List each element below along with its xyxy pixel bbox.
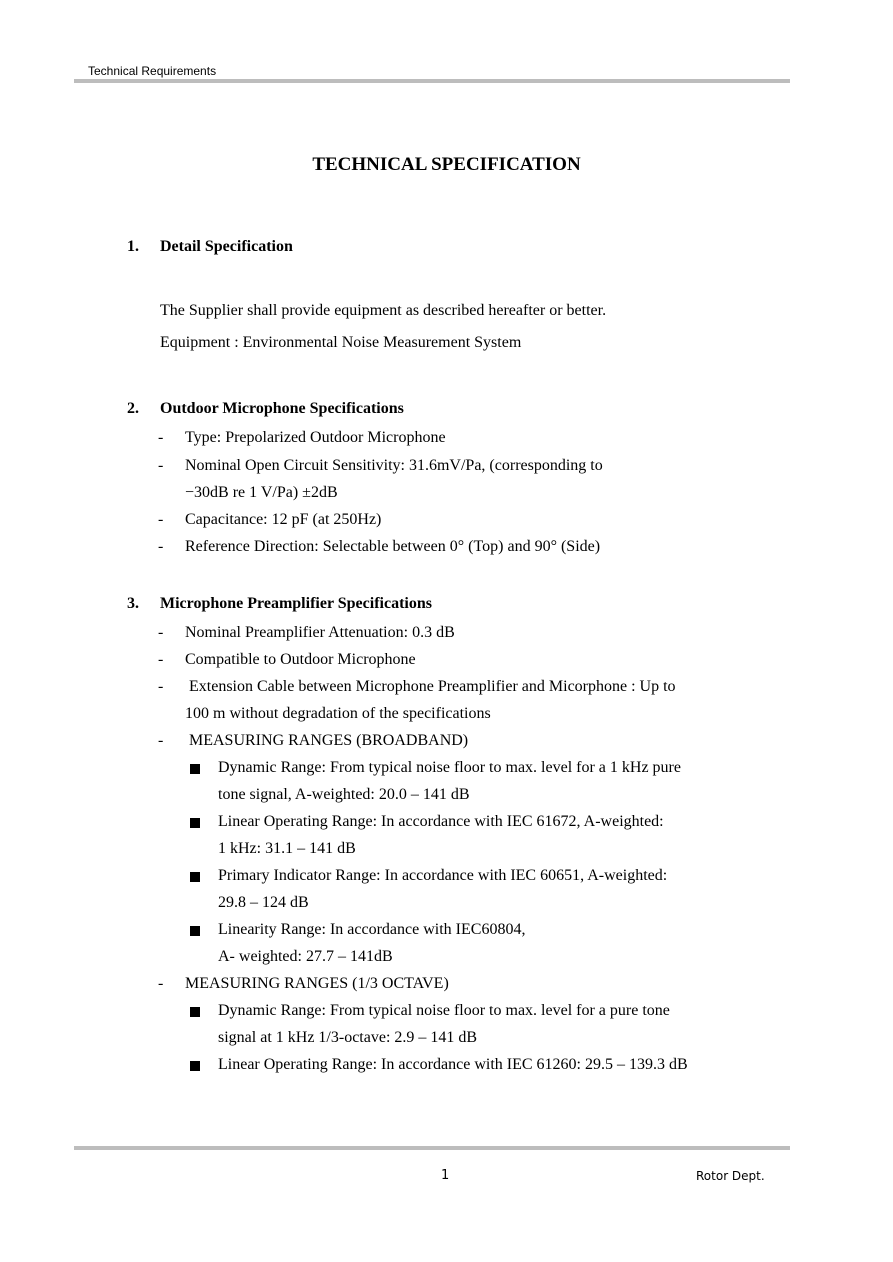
sub-list-item: Primary Indicator Range: In accordance with IEC 60651, A-weighted: — [218, 867, 668, 884]
footer-rule — [74, 1146, 790, 1150]
list-item: Reference Direction: Selectable between 0° (Top) and 90° (Side) — [185, 538, 601, 555]
section-number: 3. — [127, 595, 139, 612]
square-bullet-icon — [190, 872, 200, 882]
list-item: Type: Prepolarized Outdoor Microphone — [185, 429, 446, 446]
header-rule — [74, 79, 790, 83]
sub-list-item: Linearity Range: In accordance with IEC60804, — [218, 921, 526, 938]
running-header: Technical Requirements — [88, 64, 217, 78]
list-item: Nominal Preamplifier Attenuation: 0.3 dB — [185, 624, 455, 641]
sub-list-item-continuation: tone signal, A-weighted: 20.0 – 141 dB — [218, 786, 470, 803]
page-number: 1 — [441, 1168, 450, 1183]
list-item: MEASURING RANGES (BROADBAND) — [189, 732, 469, 749]
square-bullet-icon — [190, 818, 200, 828]
section-title: Detail Specification — [160, 238, 293, 255]
sub-list-item-continuation: 1 kHz: 31.1 – 141 dB — [218, 840, 356, 857]
department-label: Rotor Dept. — [696, 1169, 765, 1183]
section-title: Microphone Preamplifier Specifications — [160, 595, 432, 612]
list-item: Compatible to Outdoor Microphone — [185, 651, 416, 668]
section-number: 1. — [127, 238, 139, 255]
list-dash: - — [158, 624, 164, 641]
list-item-continuation: 100 m without degradation of the specifications — [185, 705, 491, 722]
list-dash: - — [158, 511, 164, 528]
section-number: 2. — [127, 400, 139, 417]
sub-list-item-continuation: 29.8 – 124 dB — [218, 894, 309, 911]
sub-list-item-continuation: signal at 1 kHz 1/3-octave: 2.9 – 141 dB — [218, 1029, 478, 1046]
list-dash: - — [158, 651, 164, 668]
paragraph: The Supplier shall provide equipment as described hereafter or better. — [160, 302, 607, 319]
sub-list-item: Linear Operating Range: In accordance with IEC 61672, A-weighted: — [218, 813, 664, 830]
list-dash: - — [158, 538, 164, 555]
list-dash: - — [158, 429, 164, 446]
list-item: Nominal Open Circuit Sensitivity: 31.6mV/Pa, (corresponding to — [185, 457, 603, 474]
list-dash: - — [158, 678, 164, 695]
list-dash: - — [158, 975, 164, 992]
list-dash: - — [158, 732, 164, 749]
sub-list-item-continuation: A- weighted: 27.7 – 141dB — [218, 948, 393, 965]
square-bullet-icon — [190, 764, 200, 774]
square-bullet-icon — [190, 1061, 200, 1071]
sub-list-item: Dynamic Range: From typical noise floor to max. level for a pure tone — [218, 1002, 670, 1019]
sub-list-item: Linear Operating Range: In accordance with IEC 61260: 29.5 – 139.3 dB — [218, 1056, 688, 1073]
list-item-continuation: −30dB re 1 V/Pa) ±2dB — [185, 484, 338, 501]
square-bullet-icon — [190, 926, 200, 936]
list-dash: - — [158, 457, 164, 474]
list-item: MEASURING RANGES (1/3 OCTAVE) — [185, 975, 449, 992]
sub-list-item: Dynamic Range: From typical noise floor to max. level for a 1 kHz pure — [218, 759, 681, 776]
list-item: Extension Cable between Microphone Preamplifier and Micorphone : Up to — [189, 678, 676, 695]
list-item: Capacitance: 12 pF (at 250Hz) — [185, 511, 382, 528]
document-title: TECHNICAL SPECIFICATION — [312, 154, 581, 175]
paragraph: Equipment : Environmental Noise Measurement System — [160, 334, 522, 351]
section-title: Outdoor Microphone Specifications — [160, 400, 404, 417]
square-bullet-icon — [190, 1007, 200, 1017]
